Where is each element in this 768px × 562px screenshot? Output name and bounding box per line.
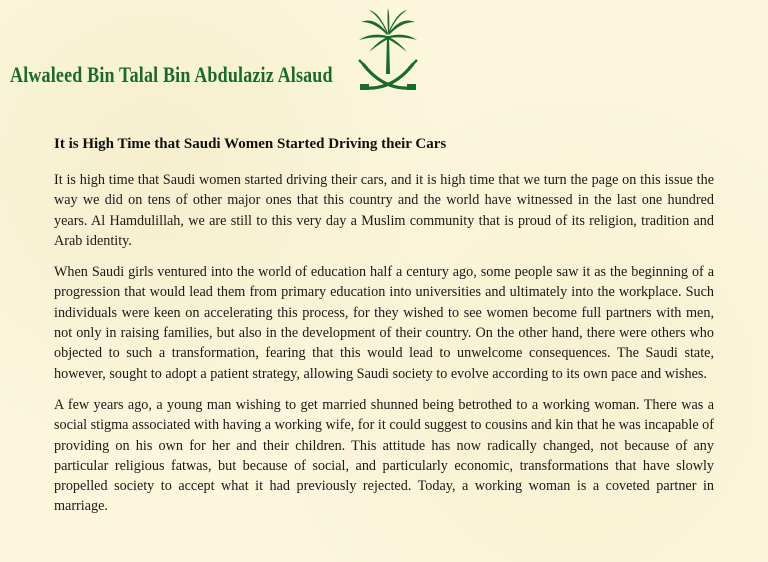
- letterhead: [10, 8, 430, 98]
- article-body: [54, 170, 714, 528]
- paragraph: It is high time that Saudi women started driving their cars, and it is high time that we turn the page on this issue the way we did on tens of other major ones that this country and the world have witnessed in the last one hundred years. Al Hamdulillah, we are still to this very day a Muslim community that is proud of its religion, tradition and Arab identity.: [54, 172, 714, 249]
- palm-tree-crossed-swords-icon: [353, 8, 423, 98]
- paragraph: A few years ago, a young man wishing to get married shunned being betrothed to a working woman. There was a social stigma associated with having a working wife, for it could suggest to cousins and kin that he was incapable of providing on his own for her and their children. This attitude has now radically changed, not because of any particular religious fatwas, but because of social, and particularly economic, transformations that have slowly propelled society to accept what it had previously rejected. Today, a working woman is a coveted partner in marriage.: [54, 396, 714, 515]
- paragraph: When Saudi girls ventured into the world of education half a century ago, some people saw it as the beginning of a progression that would lead them from primary education into universities and ultimately into the workplace. Such individuals were keen on accelerating this process, for they wished to see women become full partners with men, not only in raising families, but also in the development of their country. On the other hand, there were others who objected to such a transformation, fearing that this would lead to unwelcome consequences. The Saudi state, however, sought to adopt a patient strategy, allowing Saudi society to evolve according to its own pace and wishes.: [54, 264, 714, 382]
- article-title: It is High Time that Saudi Women Started Driving their Cars: [54, 136, 447, 152]
- letterhead-name: Alwaleed Bin Talal Bin Abdulaziz Alsaud: [10, 62, 333, 87]
